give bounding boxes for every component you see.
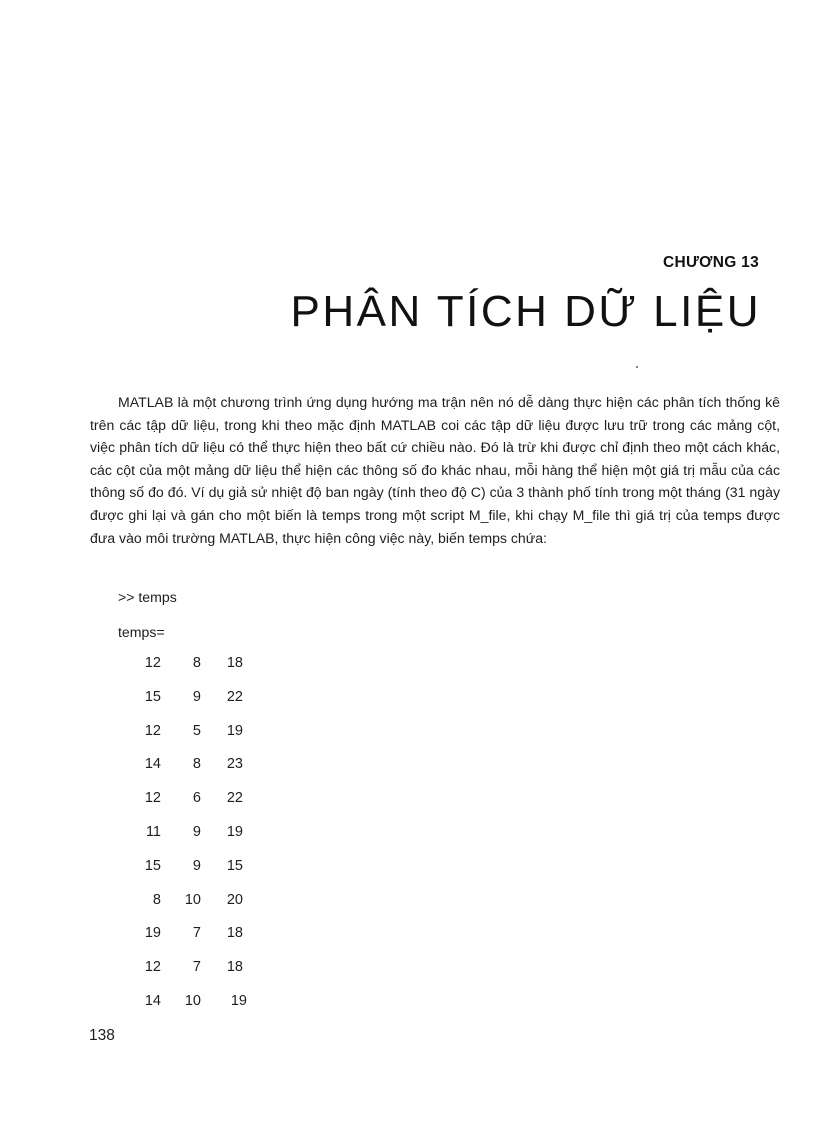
- page-number: 138: [89, 1027, 115, 1044]
- matrix-cell: 15: [226, 857, 243, 874]
- matrix-cell: 23: [226, 756, 243, 773]
- matrix-cell: 14: [144, 756, 161, 773]
- matrix-cell: 8: [192, 756, 201, 773]
- matrix-cell: 7: [192, 959, 201, 976]
- code-prompt-line: >> temps: [118, 589, 177, 605]
- code-variable-label: temps=: [118, 624, 165, 640]
- matrix-cell: 19: [230, 992, 247, 1009]
- matrix-cell: 15: [144, 857, 161, 874]
- scan-speck: [636, 366, 638, 368]
- intro-paragraph: MATLAB là một chương trình ứng dụng hướng ma trận nên nó dễ dàng thực hiện các phân tích thống kê trên các tập dữ liệu, trong khi theo mặc định MATLAB coi các tập dữ liệu được lưu trữ trong các mảng cột, việc phân tích dữ liệu có thể thực hiện theo bất cứ chiều nào. Đó là trừ khi được chỉ định theo một cách khác, các cột của một mảng dữ liệu thể hiện các thông số đo khác nhau, mỗi hàng thể hiện một giá trị mẫu của các thông số đo đó. Ví dụ giả sử nhiệt độ ban ngày (tính theo độ C) của 3 thành phố tính trong một tháng (31 ngày được ghi lại và gán cho một biến là temps trong một script M_file, khi chạy M_file thì giá trị của temps được đưa vào môi trường MATLAB, thực hiện công việc này, biến temps chứa:: [90, 394, 780, 546]
- matrix-cell: 11: [145, 823, 161, 840]
- matrix-cell: 18: [226, 959, 243, 976]
- matrix-cell: 12: [144, 790, 161, 807]
- matrix-cell: 12: [144, 722, 161, 739]
- matrix-cell: 15: [144, 688, 161, 705]
- matrix-cell: 14: [144, 992, 161, 1009]
- matrix-cell: 18: [226, 655, 243, 671]
- matrix-cell: 6: [192, 790, 201, 807]
- matrix-cell: 10: [184, 992, 201, 1009]
- matrix-cell: 9: [192, 857, 201, 874]
- matrix-cell: 18: [226, 925, 243, 942]
- matrix-cell: 19: [226, 722, 243, 739]
- matrix-cell: 9: [192, 688, 201, 705]
- matrix-cell: 19: [144, 925, 161, 942]
- matrix-cell: 12: [144, 655, 161, 671]
- matrix-cell: 20: [226, 891, 243, 908]
- matrix-cell: 9: [192, 823, 201, 840]
- matrix-cell: 22: [226, 790, 243, 807]
- matrix-cell: 8: [192, 655, 201, 671]
- matrix-cell: 12: [144, 959, 161, 976]
- matrix-cell: 10: [184, 891, 201, 908]
- chapter-label: CHƯƠNG 13: [663, 254, 759, 271]
- matrix-cell: 7: [192, 925, 201, 942]
- matrix-cell: 5: [192, 722, 201, 739]
- matrix-cell: 19: [226, 823, 243, 840]
- matrix-cell: 22: [226, 688, 243, 705]
- matrix-cell: 8: [152, 891, 161, 908]
- chapter-title: PHÂN TÍCH DỮ LIỆU: [290, 287, 761, 336]
